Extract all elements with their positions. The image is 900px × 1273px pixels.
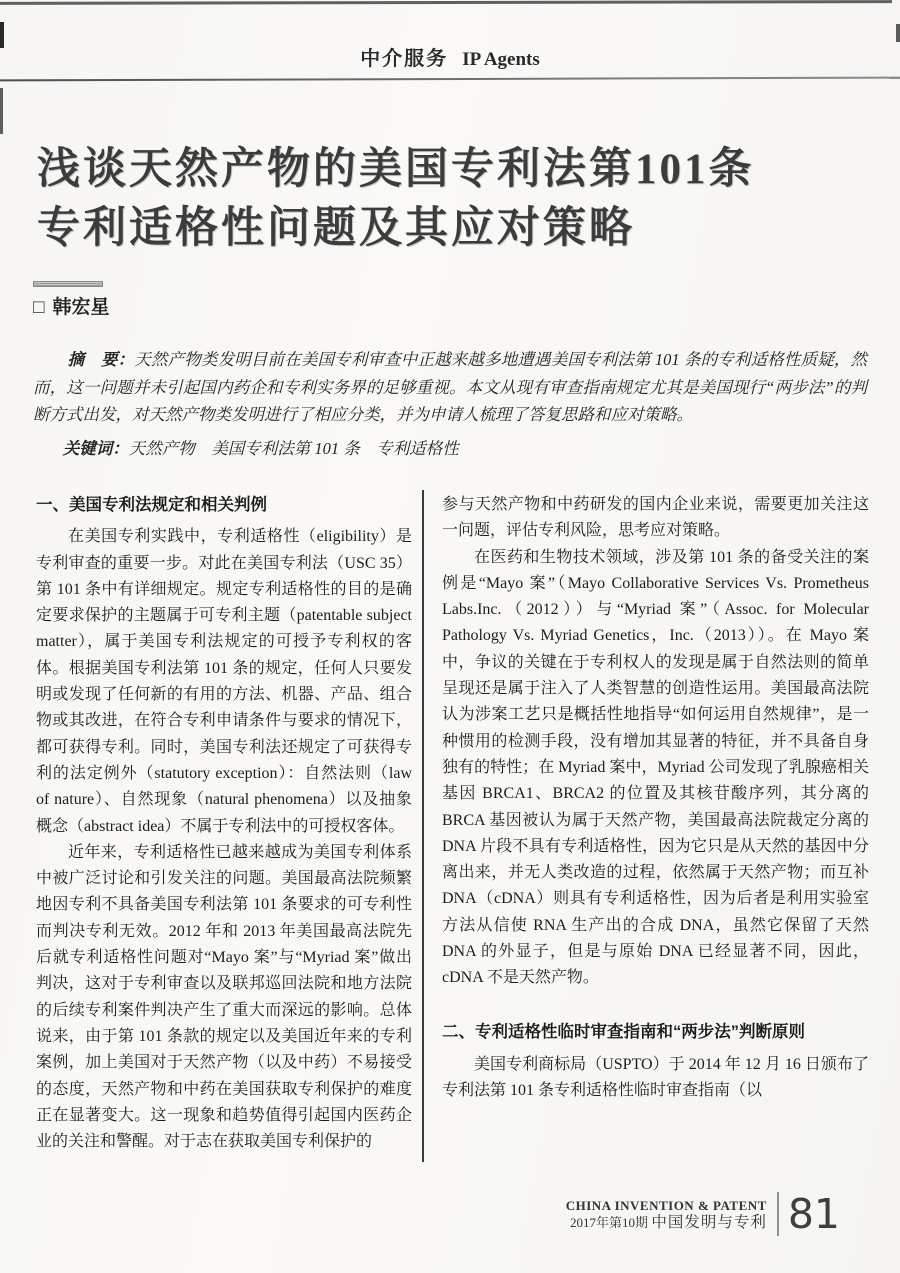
- body-column-left: [36, 492, 412, 1155]
- keywords-text: 天然产物 美国专利法第 101 条 专利适格性: [128, 438, 459, 458]
- page-number: 81: [787, 1190, 840, 1238]
- article-title: [37, 140, 857, 258]
- column-divider: [422, 490, 424, 1162]
- scan-artifact-right-mark: [896, 24, 900, 42]
- section1-heading: 一、美国专利法规定和相关判例: [36, 496, 267, 514]
- footer-journal-info: [566, 1197, 767, 1231]
- section2-heading: 二、专利适格性临时审查指南和“两步法”判断原则: [442, 1022, 805, 1041]
- header-section-cn: 中介服务: [360, 48, 449, 70]
- author-decorative-bar: [33, 281, 103, 287]
- keywords-label: 关键词：: [62, 438, 129, 458]
- author-line: [33, 292, 110, 319]
- page-footer: [566, 1192, 840, 1236]
- author-name: 韩宏星: [52, 297, 110, 318]
- article-title-line2: 专利适格性问题及其应对策略: [37, 205, 635, 252]
- section1-paragraph1: 在美国专利实践中，专利适格性（eligibility）是专利审查的重要一步。对此在美国专利法（USC 35）第 101 条中有详细规定。规定专利适格性的目的是确定要求保护的主题属于可专利主题（patentable subject matter），属于美国专利法规定的可授予专利权的客体。根据美国专利法第 101 条的规定，任何人只要发明或发现了任何新的有用的方法、机器、产品、组合物或其改进，在符合专利申请条件与要求的情况下，都可获得专利。同时，美国专利法还规定了可获得专利的法定例外（statutory exception）：自然法则（law of nature）、自然现象（natural phenomena）以及抽象概念（abstract idea）不属于专利法中的可授权客体。: [36, 528, 412, 835]
- scan-artifact-top-line: [0, 0, 892, 4]
- header-section-en: IP Agents: [462, 49, 540, 70]
- footer-journal-en: CHINA INVENTION & PATENT: [565, 1198, 767, 1213]
- section1-paragraph2: 近年来，专利适格性已越来越成为美国专利体系中被广泛讨论和引发关注的问题。美国最高法院频繁地因专利不具备美国专利法第 101 条要求的可专利性而判决专利无效。2012 年和 2013 年美国最高法院先后就专利适格性问题对“Mayo 案”与“Myriad 案”做出判决，这对于专利审查以及联邦巡回法院和地方法院的后续专利案件判决产生了重大而深远的影响。总体说来，由于第 101 条款的规定以及美国近年来的专利案例，加上美国对于天然产物（以及中药）不易接受的态度，天然产物和中药在美国获取专利保护的难度正在显著变大。这一现象和趋势值得引起国内医药企业的关注和警醒。对于志在获取美国专利保护的: [36, 843, 412, 1151]
- section1-paragraph3: 在医药和生物技术领域，涉及第 101 条的备受关注的案例是“Mayo 案”（Mayo Collaborative Services Vs. Prometheus Labs.Inc.（2012））与“Myriad 案”（Assoc. for Molecular Pathology Vs. Myriad Genetics，Inc.（2013））。在 Mayo 案中，争议的关键在于专利权人的发现是属于自然法则的简单呈现还是属于注入了人类智慧的创造性运用。美国最高法院认为涉案工艺只是概括性地指导“如何运用自然规律”，是一种惯用的检测手段，没有增加其显著的特征，并不具备自身独有的特性；在 Myriad 案中，Myriad 公司发现了乳腺癌相关基因 BRCA1、BRCA2 的位置及其核苷酸序列，其分离的 BRCA 基因被认为属于天然产物，美国最高法院裁定分离的 DNA 片段不具有专利适格性，因为它只是从天然的基因中分离出来，并无人类改造的过程，依然属于天然产物；而互补 DNA（cDNA）则具有专利适格性，因为后者是利用实验室方法从信使 RNA 生产出的合成 DNA，虽然它保留了天然 DNA 的外显子，但是与原始 DNA 已经显著不同，因此，cDNA 不是天然产物。: [442, 548, 869, 987]
- abstract-block: [33, 346, 867, 462]
- author-marker: □: [33, 297, 45, 318]
- footer-issue: 2017年第10期: [570, 1215, 649, 1230]
- footer-issue-line: [566, 1214, 767, 1231]
- abstract-paragraph: [33, 346, 867, 429]
- body-column-right: [442, 492, 869, 1105]
- abstract-label: 摘 要：: [67, 350, 135, 369]
- scan-artifact-left-mark: [0, 88, 3, 134]
- article-title-line1: 浅谈天然产物的美国专利法第101条: [37, 146, 755, 193]
- footer-divider-bar: [777, 1192, 779, 1236]
- footer-journal-cn: 中国发明与专利: [651, 1214, 767, 1231]
- keywords-line: [33, 435, 867, 463]
- section1-paragraph2-continued: 参与天然产物和中药研发的国内企业来说，需要更加关注这一问题，评估专利风险，思考应对策略。: [442, 496, 869, 540]
- abstract-text: 天然产物类发明目前在美国专利审查中正越来越多地遭遇美国专利法第 101 条的专利适格性质疑，然而，这一问题并未引起国内药企和专利实务界的足够重视。本文从现有审查指南规定尤其是美国现行“两步法”的判断方式出发，对天然产物类发明进行了相应分类，并为申请人梳理了答复思路和应对策略。: [33, 350, 868, 424]
- section2-paragraph1: 美国专利商标局（USPTO）于 2014 年 12 月 16 日颁布了专利法第 101 条专利适格性临时审查指南（以: [442, 1055, 869, 1100]
- running-header: [0, 42, 900, 71]
- header-rule: [0, 77, 900, 82]
